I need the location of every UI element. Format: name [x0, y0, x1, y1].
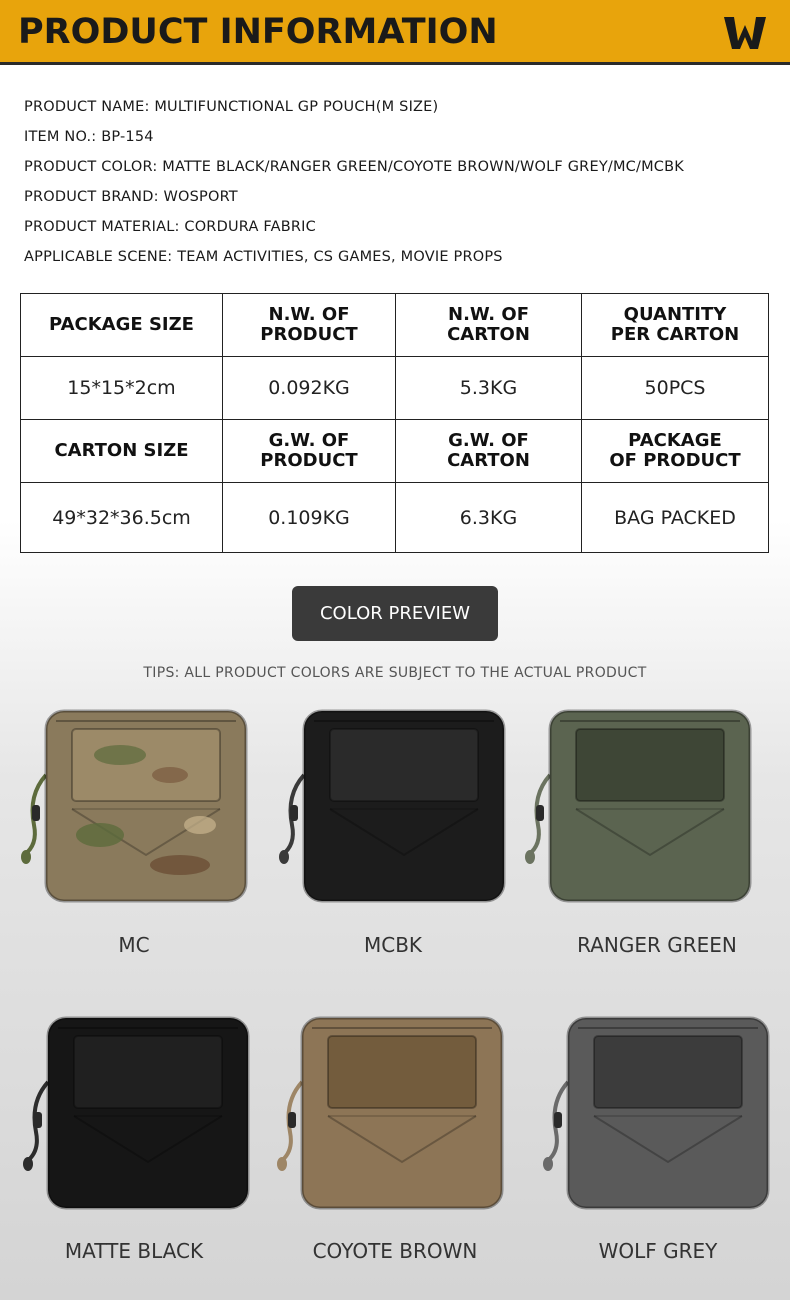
color-caption-coyote-brown: COYOTE BROWN: [312, 1239, 478, 1263]
table-row: [21, 357, 769, 420]
header-nw-carton: N.W. OF CARTON: [396, 294, 582, 357]
header-carton-size: CARTON SIZE: [21, 420, 223, 483]
spec-table: [20, 293, 769, 553]
color-caption-wolf-grey: WOLF GREY: [598, 1239, 718, 1263]
table-row: [21, 483, 769, 553]
page-title: PRODUCT INFORMATION: [18, 12, 498, 52]
info-product-brand: PRODUCT BRAND: WOSPORT: [24, 189, 238, 205]
color-caption-matte-black: MATTE BLACK: [64, 1239, 204, 1263]
header-banner: [0, 0, 790, 65]
info-item-no: ITEM NO.: BP-154: [24, 129, 154, 145]
table-header-row: [21, 294, 769, 357]
value-package-of-product: BAG PACKED: [582, 483, 769, 553]
pouch-image-ranger-green: [514, 705, 759, 905]
tips-text: TIPS: ALL PRODUCT COLORS ARE SUBJECT TO THE ACTUAL PRODUCT: [143, 665, 647, 681]
info-product-material: PRODUCT MATERIAL: CORDURA FABRIC: [24, 219, 316, 235]
value-package-size: 15*15*2cm: [21, 357, 223, 420]
info-product-color: PRODUCT COLOR: MATTE BLACK/RANGER GREEN/COYOTE BROWN/WOLF GREY/MC/MCBK: [24, 159, 684, 175]
header-package-of-product: PACKAGE OF PRODUCT: [582, 420, 769, 483]
value-gw-product: 0.109KG: [223, 483, 396, 553]
color-caption-ranger-green: RANGER GREEN: [577, 933, 737, 957]
header-gw-carton: G.W. OF CARTON: [396, 420, 582, 483]
pouch-image-wolf-grey: [532, 1012, 777, 1212]
color-caption-mc: MC: [118, 933, 150, 957]
pouch-image-mc: [10, 705, 255, 905]
header-nw-product: N.W. OF PRODUCT: [223, 294, 396, 357]
value-gw-carton: 6.3KG: [396, 483, 582, 553]
value-nw-carton: 5.3KG: [396, 357, 582, 420]
product-info-list: [24, 97, 774, 277]
table-header-row: [21, 420, 769, 483]
pouch-image-coyote-brown: [266, 1012, 511, 1212]
brand-logo-icon: [722, 13, 768, 51]
value-nw-product: 0.092KG: [223, 357, 396, 420]
color-caption-mcbk: MCBK: [363, 933, 423, 957]
value-quantity-per-carton: 50PCS: [582, 357, 769, 420]
info-product-name: PRODUCT NAME: MULTIFUNCTIONAL GP POUCH(M SIZE): [24, 99, 439, 115]
header-gw-product: G.W. OF PRODUCT: [223, 420, 396, 483]
header-quantity-per-carton: QUANTITY PER CARTON: [582, 294, 769, 357]
info-applicable-scene: APPLICABLE SCENE: TEAM ACTIVITIES, CS GAMES, MOVIE PROPS: [24, 249, 503, 265]
pouch-image-matte-black: [12, 1012, 257, 1212]
pouch-image-mcbk: [268, 705, 513, 905]
header-package-size: PACKAGE SIZE: [21, 294, 223, 357]
value-carton-size: 49*32*36.5cm: [21, 483, 223, 553]
color-preview-button[interactable]: COLOR PREVIEW: [292, 586, 498, 641]
